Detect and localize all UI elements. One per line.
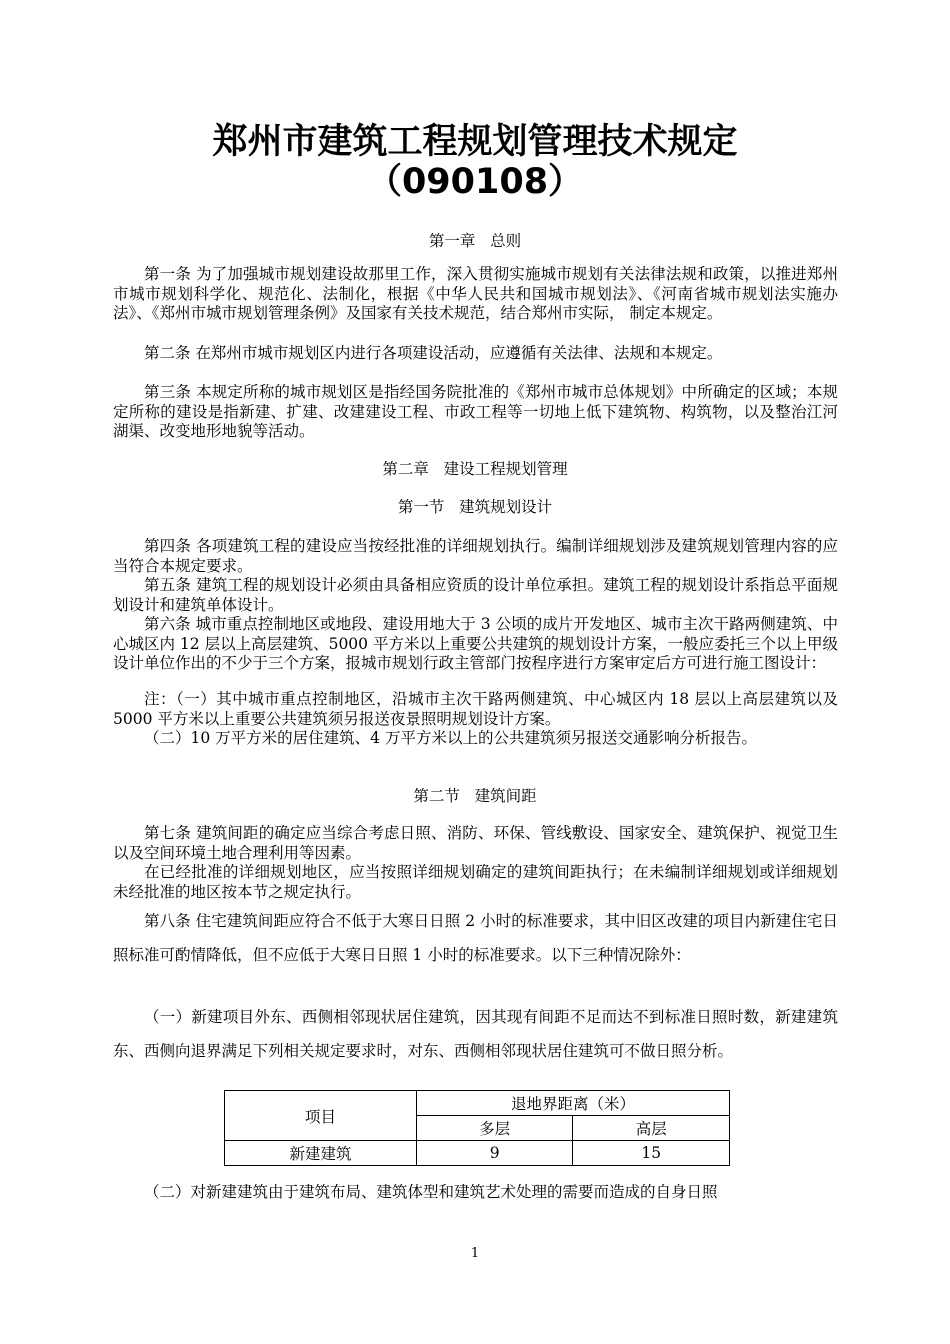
table-cell-highrise: 15	[573, 1141, 730, 1166]
article-4: 第四条 各项建筑工程的建设应当按经批准的详细规划执行。编制详细规划涉及建筑规划管理内容的应当符合本规定要求。	[113, 537, 838, 575]
article-1: 第一条 为了加强城市规划建设故那里工作，深入贯彻实施城市规划有关法律法规和政策，以推进郑州市城市规划科学化、规范化、法制化，根据《中华人民共和国城市规划法》、《河南省城市规划法实施办法》、《郑州市城市规划管理条例》及国家有关技术规范，结合郑州市实际， 制定本规定。	[113, 265, 838, 322]
section-2-heading: 第二节 建筑间距	[413, 787, 537, 805]
article-7: 第七条 建筑间距的确定应当综合考虑日照、消防、环保、管线敷设、国家安全、建筑保护、视觉卫生以及空间环境土地合理利用等因素。	[113, 824, 838, 862]
article-3: 第三条 本规定所称的城市规划区是指经国务院批准的《郑州市城市总体规划》中所确定的区域；本规定所称的建设是指新建、扩建、改建建设工程、市政工程等一切地上低下建筑物、构筑物，以及整治江河湖渠、改变地形地貌等活动。	[113, 383, 838, 440]
article-8-case-1: （一）新建项目外东、西侧相邻现状居住建筑，因其现有间距不足而达不到标准日照时数，新建建筑东、西侧向退界满足下列相关规定要求时，对东、西侧相邻现状居住建筑可不做日照分析。	[113, 1008, 838, 1060]
article-8: 第八条 住宅建筑间距应符合不低于大寒日日照 2 小时的标准要求，其中旧区改建的项目内新建住宅日照标准可酌情降低，但不应低于大寒日日照 1 小时的标准要求。以下三种情况除外：	[113, 912, 838, 964]
page-number: 1	[470, 1246, 480, 1261]
table-header-highrise: 高层	[573, 1116, 730, 1141]
article-2: 第二条 在郑州市城市规划区内进行各项建设活动，应遵循有关法律、法规和本规定。	[144, 344, 723, 362]
table-header-setback: 退地界距离（米）	[416, 1091, 729, 1116]
table-row-label: 新建建筑	[225, 1141, 417, 1166]
setback-distance-table	[224, 1090, 730, 1166]
chapter-2-heading: 第二章 建设工程规划管理	[382, 460, 568, 478]
article-6-note-2: （二）10 万平方米的居住建筑、4 万平方米以上的公共建筑须另报送交通影响分析报告。	[144, 729, 757, 747]
table-header-item: 项目	[225, 1091, 417, 1141]
document-subtitle: （090108）	[366, 162, 584, 202]
chapter-1-heading: 第一章 总则	[428, 232, 522, 250]
article-5: 第五条 建筑工程的规划设计必须由具备相应资质的设计单位承担。建筑工程的规划设计系指总平面规划设计和建筑单体设计。	[113, 576, 838, 614]
article-6: 第六条 城市重点控制地区或地段、建设用地大于 3 公顷的成片开发地区、城市主次干路两侧建筑、中心城区内 12 层以上高层建筑、5000 平方米以上重要公共建筑的规划设计方案，一般应委托三个以上甲级设计单位作出的不少于三个方案，报城市规划行政主管部门按程序进行方案审定后方可进行施工图设计：	[113, 615, 838, 672]
article-8-case-2: （二）对新建建筑由于建筑布局、建筑体型和建筑艺术处理的需要而造成的自身日照	[144, 1183, 718, 1201]
table-cell-multistory: 9	[416, 1141, 573, 1166]
section-1-heading: 第一节 建筑规划设计	[397, 498, 553, 516]
document-title: 郑州市建筑工程规划管理技术规定	[212, 122, 738, 162]
article-6-note-1: 注：（一）其中城市重点控制地区，沿城市主次干路两侧建筑、中心城区内 18 层以上高层建筑以及 5000 平方米以上重要公共建筑须另报送夜景照明规划设计方案。	[113, 690, 838, 728]
table-row	[225, 1141, 730, 1166]
article-7-paragraph-2: 在已经批准的详细规划地区，应当按照详细规划确定的建筑间距执行；在未编制详细规划或详细规划未经批准的地区按本节之规定执行。	[113, 863, 838, 901]
table-row	[225, 1091, 730, 1116]
table-header-multistory: 多层	[416, 1116, 573, 1141]
